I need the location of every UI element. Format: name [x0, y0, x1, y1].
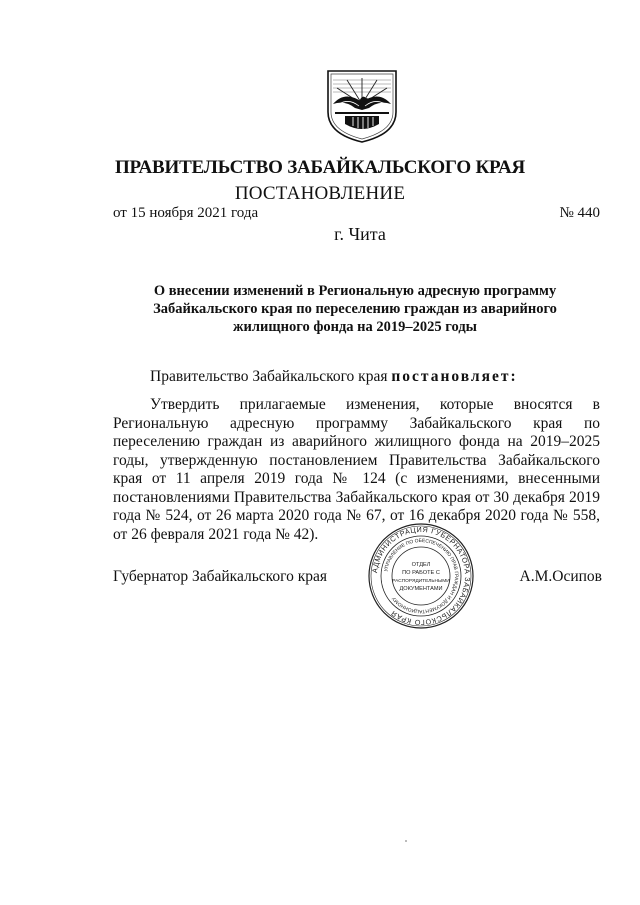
subject-line: Забайкальского края по переселению граждан из аварийного [153, 301, 557, 317]
document-date: от 15 ноября 2021 года [113, 205, 259, 221]
stamp-center-line: РАСПОРЯДИТЕЛЬНЫМИ [392, 579, 450, 584]
signer-title: Губернатор Забайкальского края [113, 568, 328, 585]
preamble [150, 368, 518, 386]
government-title: ПРАВИТЕЛЬСТВО ЗАБАЙКАЛЬСКОГО КРАЯ [114, 157, 526, 178]
document-type: ПОСТАНОВЛЕНИЕ [234, 183, 406, 204]
stamp-center-line: ДОКУМЕНТАМИ [399, 586, 443, 592]
document-city: г. Чита [334, 224, 386, 244]
stamp-outer-text: АДМИНИСТРАЦИЯ ГУБЕРНАТОРА ЗАБАЙКАЛЬСКОГО КРАЯ [370, 524, 473, 628]
stamp-center-line: ОТДЕЛ [411, 562, 431, 568]
subject-line: О внесении изменений в Региональную адресную программу [153, 283, 557, 299]
stamp-seal [367, 522, 475, 630]
subject-line: жилищного фонда на 2019–2025 годы [233, 319, 477, 335]
scan-artifact [405, 840, 407, 842]
coat-of-arms-icon [325, 68, 399, 144]
signer-name: А.М.Осипов [519, 568, 602, 585]
body-paragraph: Утвердить прилагаемые изменения, которые вносятся в Региональную адресную программу Забайкальского края по переселению граждан из аварийного жилищного фонда на 2019–2025 годы, утвержденную постановлением Правительства Забайкальского края от 11 апреля 2019 года № 124 (с изменениями, внесенными постановлениями Правительства Забайкальского края от 30 декабря 2019 года № 524, от 26 марта 2020 года № 67, от 16 декабря 2020 года № 558, от 26 февраля 2021 года № 42). [113, 396, 600, 543]
preamble-verb: постановляет: [391, 368, 518, 385]
document-subject [110, 282, 600, 336]
document-number: № 440 [559, 205, 600, 221]
stamp-inner-text: УПРАВЛЕНИЕ ПО ОБЕСПЕЧЕНИЮ ПРАВ ГРАЖДАН И ДОКУМЕНТАЦИОННОМУ [384, 538, 459, 614]
preamble-text: Правительство Забайкальского края [150, 368, 388, 385]
stamp-center-line: ПО РАБОТЕ С [402, 570, 440, 576]
